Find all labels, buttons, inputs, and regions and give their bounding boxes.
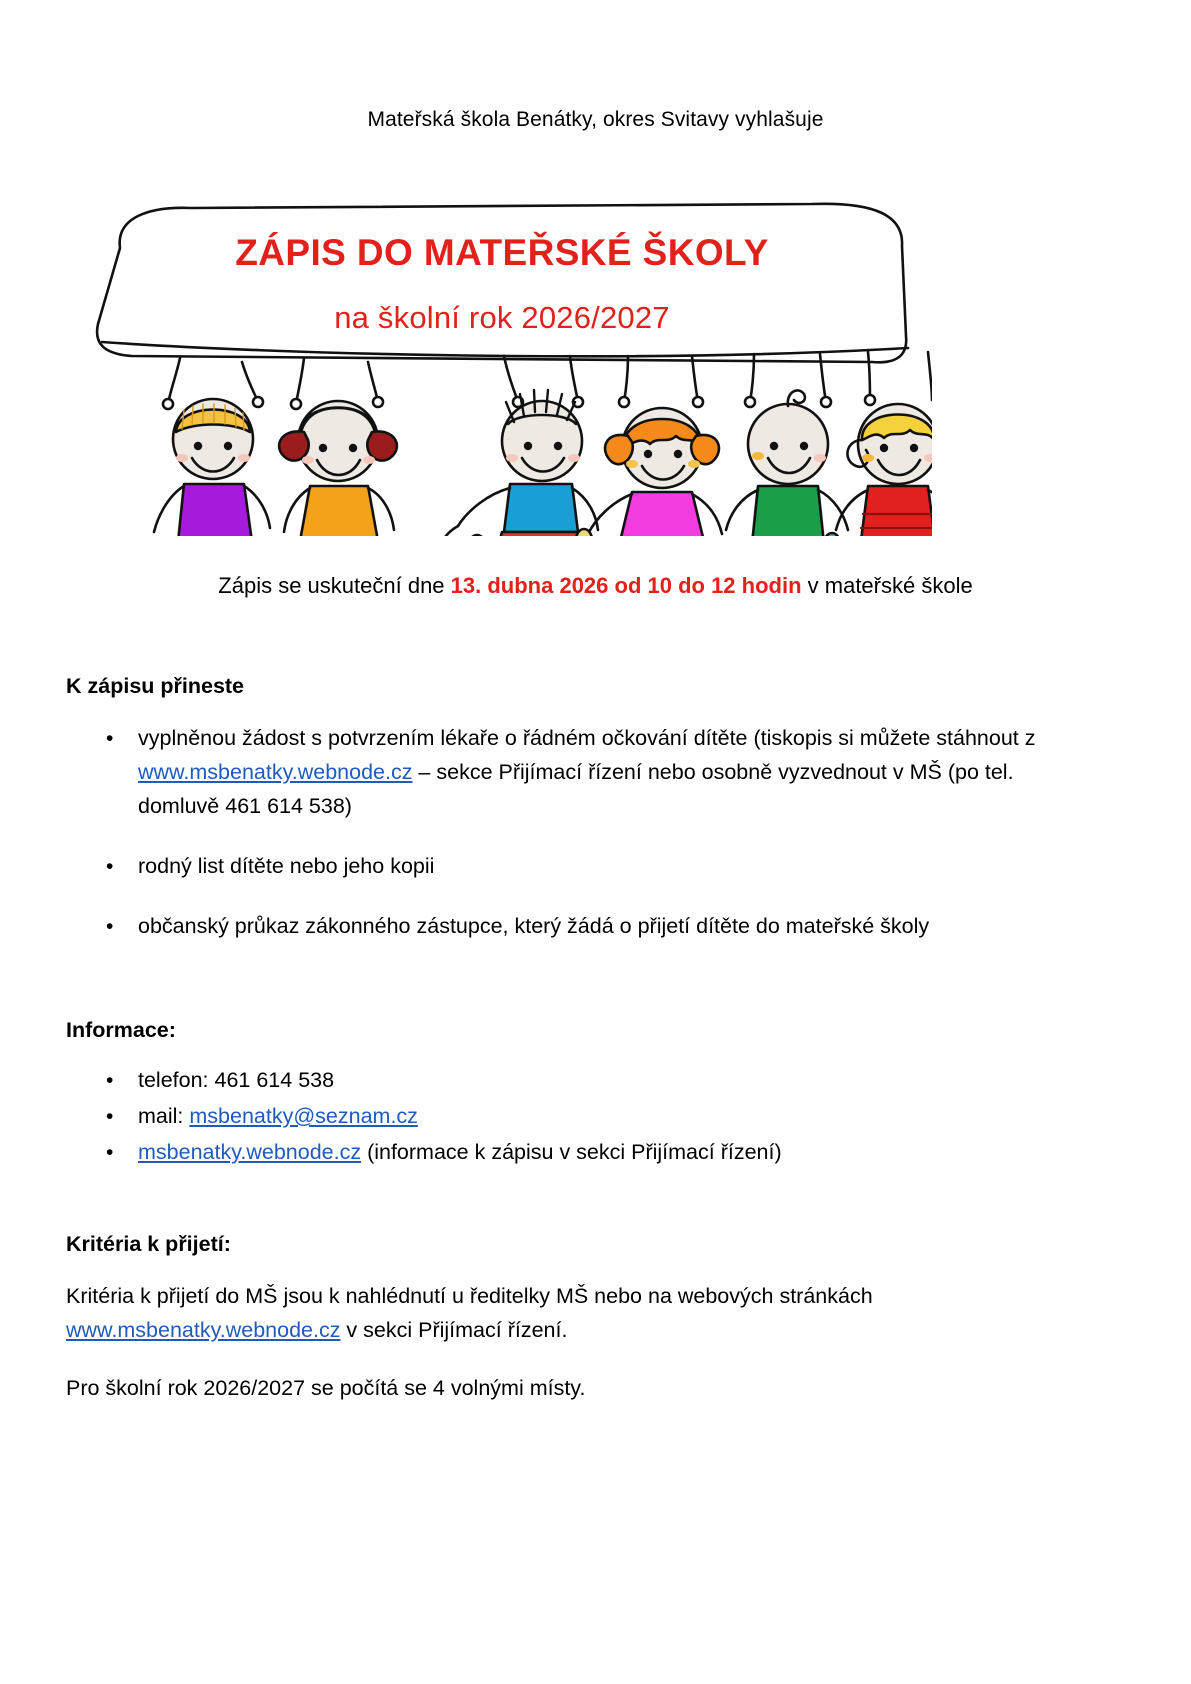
link-webnode[interactable]: msbenatky.webnode.cz <box>138 1139 362 1164</box>
info-items-list <box>66 1064 1066 1172</box>
banner-title: ZÁPIS DO MATEŘSKÉ ŠKOLY <box>235 232 769 273</box>
link-email[interactable]: msbenatky@seznam.cz <box>189 1103 418 1128</box>
criteria-paragraph-2: Pro školní rok 2026/2027 se počítá se 4 volnými místy. <box>66 1376 586 1400</box>
section-heading-criteria: Kritéria k přijetí: <box>66 1232 231 1256</box>
date-prefix: Zápis se uskuteční dne <box>218 573 451 598</box>
date-suffix: v mateřské škole <box>801 573 973 598</box>
banner-subtitle: na školní rok 2026/2027 <box>334 300 670 335</box>
section-heading-bring: K zápisu přineste <box>66 674 245 698</box>
criteria-text-part2: v sekci Přijímací řízení. <box>340 1317 568 1342</box>
section-heading-info: Informace: <box>66 1018 176 1042</box>
kids-banner-svg <box>72 196 932 536</box>
child-curl-green <box>726 354 848 536</box>
date-emphasis: 13. dubna 2026 od 10 do 12 hodin <box>450 573 802 598</box>
child-blond-purple <box>154 358 270 536</box>
list-item <box>66 1100 1066 1134</box>
link-criteria-web[interactable]: www.msbenatky.webnode.cz <box>66 1317 341 1342</box>
info-phone-text: telefon: 461 614 538 <box>138 1068 335 1092</box>
info-web-note: (informace k zápisu v sekci Přijímací řízení) <box>361 1139 782 1164</box>
child-darkred-pigtails-orange <box>279 358 397 536</box>
list-item <box>66 1064 1066 1098</box>
registration-date-line <box>0 573 1191 599</box>
list-item <box>66 1136 1066 1170</box>
child-spiky-blue <box>426 356 598 536</box>
list-item <box>66 722 1066 824</box>
item-text-part1: rodný list dítěte nebo jeho kopii <box>138 853 435 878</box>
bring-items-list <box>66 722 1066 970</box>
item-text-part1: vyplněnou žádost s potvrzením lékaře o řádném očkování dítěte (tiskopis si můžete stáhnout z <box>138 726 1036 750</box>
item-text-part2: – sekce Přijímací řízení nebo osobně vyzvednout v MŠ (po tel. domluvě 461 614 538) <box>138 759 1014 818</box>
item-text-part1: občanský průkaz zákonného zástupce, který žádá o přijetí dítěte do mateřské školy <box>138 913 930 938</box>
document-header-line: Mateřská škola Benátky, okres Svitavy vyhlašuje <box>367 108 824 131</box>
info-mail-label: mail: <box>138 1103 190 1128</box>
criteria-text-part1: Kritéria k přijetí do MŠ jsou k nahlédnutí u ředitelky MŠ nebo na webových stránkách <box>66 1284 873 1308</box>
criteria-paragraph-1 <box>66 1280 1026 1348</box>
list-item <box>66 910 1066 944</box>
banner-illustration <box>72 196 932 536</box>
list-item <box>66 850 1066 884</box>
child-yellow-red <box>824 352 932 536</box>
link-msbenatky-web[interactable]: www.msbenatky.webnode.cz <box>138 759 413 784</box>
